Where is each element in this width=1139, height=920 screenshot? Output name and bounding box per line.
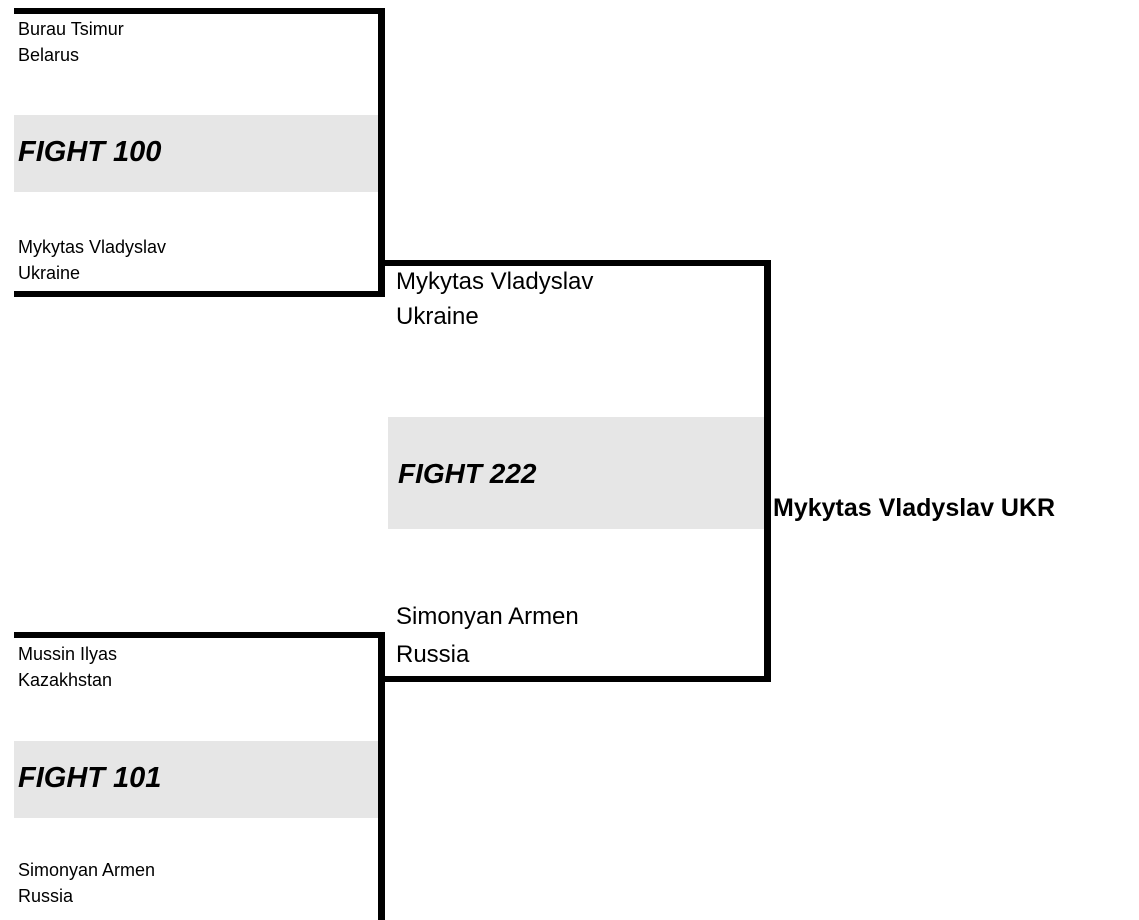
fight-100-right-line bbox=[378, 8, 385, 297]
fight-101-label: FIGHT 101 bbox=[18, 762, 162, 794]
fight-222-top-line bbox=[385, 260, 771, 266]
fight-222-top-name: Mykytas Vladyslav bbox=[396, 268, 594, 295]
fight-100-bottom-name: Mykytas Vladyslav bbox=[18, 237, 167, 257]
fight-101-top-line bbox=[14, 632, 385, 638]
fight-222-label: FIGHT 222 bbox=[398, 458, 537, 489]
fight-222-bottom-name: Simonyan Armen bbox=[396, 603, 579, 630]
fight-101-top-country: Kazakhstan bbox=[18, 670, 113, 690]
fight-222-bottom-line bbox=[385, 676, 771, 682]
fight-222-bottom-country: Russia bbox=[396, 641, 470, 668]
fight-222-top-country: Ukraine bbox=[396, 303, 479, 330]
fight-101-right-line bbox=[378, 632, 385, 920]
fight-100-label: FIGHT 100 bbox=[18, 136, 162, 168]
fight-100-bottom-line bbox=[14, 291, 385, 297]
fight-100-top-country: Belarus bbox=[18, 45, 80, 65]
fight-100-bottom-country: Ukraine bbox=[18, 263, 81, 283]
fight-101-bottom-name: Simonyan Armen bbox=[18, 860, 156, 880]
fight-100-top-line bbox=[14, 8, 385, 14]
fight-101-bottom-country: Russia bbox=[18, 886, 74, 906]
fight-101-top-name: Mussin Ilyas bbox=[18, 644, 118, 664]
winner-label: Mykytas Vladyslav UKR bbox=[773, 494, 1056, 522]
fight-222-right-line bbox=[764, 260, 771, 682]
fight-100-top-name: Burau Tsimur bbox=[18, 19, 124, 39]
